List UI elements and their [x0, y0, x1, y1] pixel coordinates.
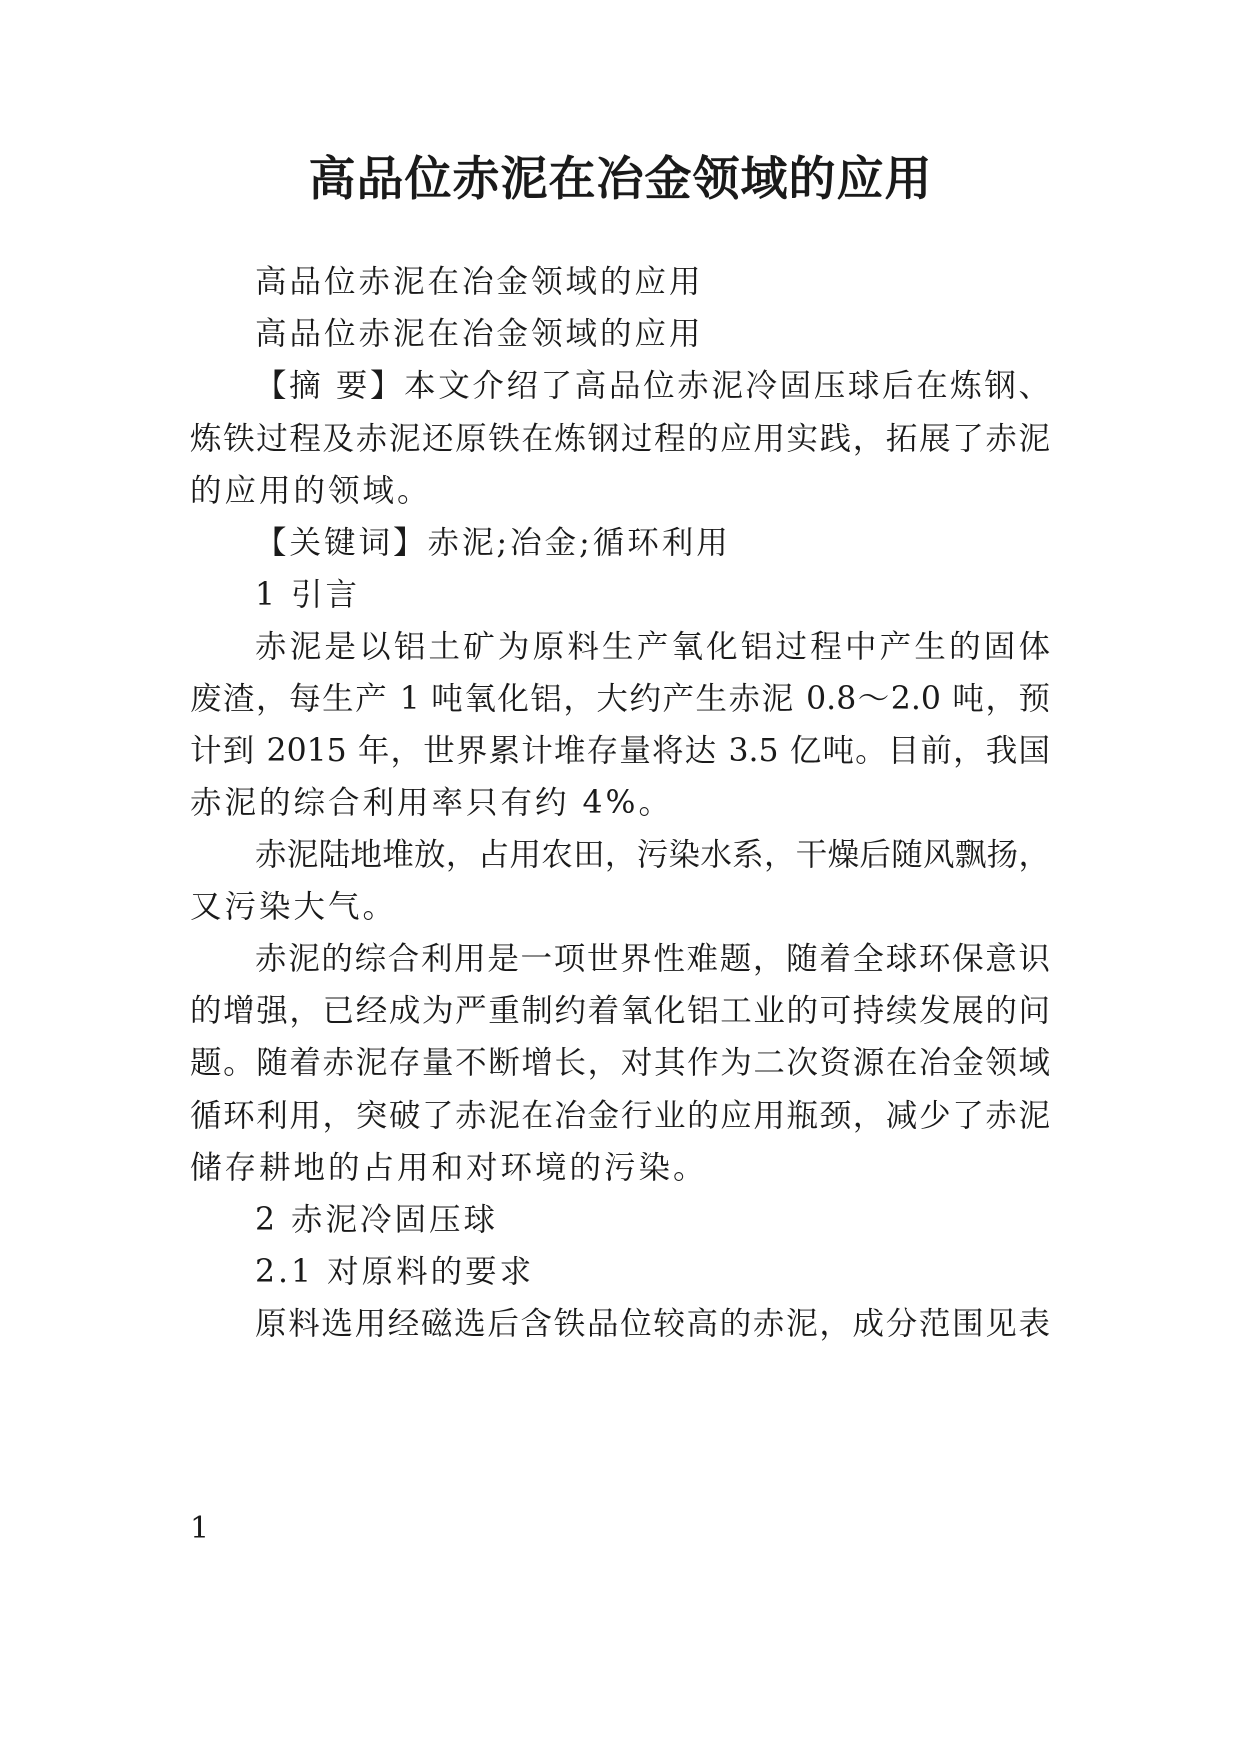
keywords-line: 【关键词】赤泥;冶金;循环利用	[255, 525, 731, 561]
paragraph-1-line-1: 赤泥是以铝土矿为原料生产氧化铝过程中产生的固体	[255, 629, 1050, 665]
section-heading-2: 2 赤泥冷固压球	[255, 1202, 499, 1238]
paragraph-3-line-3: 题。随着赤泥存量不断增长，对其作为二次资源在冶金领域	[190, 1045, 1050, 1081]
section-heading-2-1: 2.1 对原料的要求	[255, 1254, 535, 1290]
abstract-line-3: 的应用的领域。	[190, 473, 432, 509]
abstract-line-1: 【摘 要】本文介绍了高品位赤泥冷固压球后在炼钢、	[255, 368, 1050, 404]
paragraph-1-line-2: 废渣，每生产 1 吨氧化铝，大约产生赤泥 0.8～2.0 吨，预	[190, 681, 1050, 717]
abstract-line-2: 炼铁过程及赤泥还原铁在炼钢过程的应用实践，拓展了赤泥	[190, 421, 1050, 457]
paragraph-3-line-2: 的增强，已经成为严重制约着氧化铝工业的可持续发展的问	[190, 993, 1050, 1029]
section-heading-1: 1 引言	[255, 577, 361, 613]
paragraph-1-line-3: 计到 2015 年，世界累计堆存量将达 3.5 亿吨。目前，我国	[190, 733, 1050, 769]
paragraph-2-line-2: 又污染大气。	[190, 889, 398, 925]
paragraph-1-line-4: 赤泥的综合利用率只有约 4%。	[190, 785, 673, 821]
paragraph-3-line-5: 储存耕地的占用和对环境的污染。	[190, 1150, 708, 1186]
paragraph-4-line-1: 原料选用经磁选后含铁品位较高的赤泥，成分范围见表	[255, 1306, 1050, 1342]
paragraph-3-line-1: 赤泥的综合利用是一项世界性难题，随着全球环保意识	[255, 941, 1050, 977]
paragraph-3-line-4: 循环利用，突破了赤泥在冶金行业的应用瓶颈，减少了赤泥	[190, 1098, 1050, 1134]
subtitle-line-2: 高品位赤泥在冶金领域的应用	[255, 316, 704, 352]
subtitle-line-1: 高品位赤泥在冶金领域的应用	[255, 264, 704, 300]
document-title: 高品位赤泥在冶金领域的应用	[308, 152, 933, 207]
paragraph-2-line-1: 赤泥陆地堆放，占用农田，污染水系，干燥后随风飘扬，	[255, 837, 1050, 873]
page-number: 1	[190, 1511, 210, 1546]
